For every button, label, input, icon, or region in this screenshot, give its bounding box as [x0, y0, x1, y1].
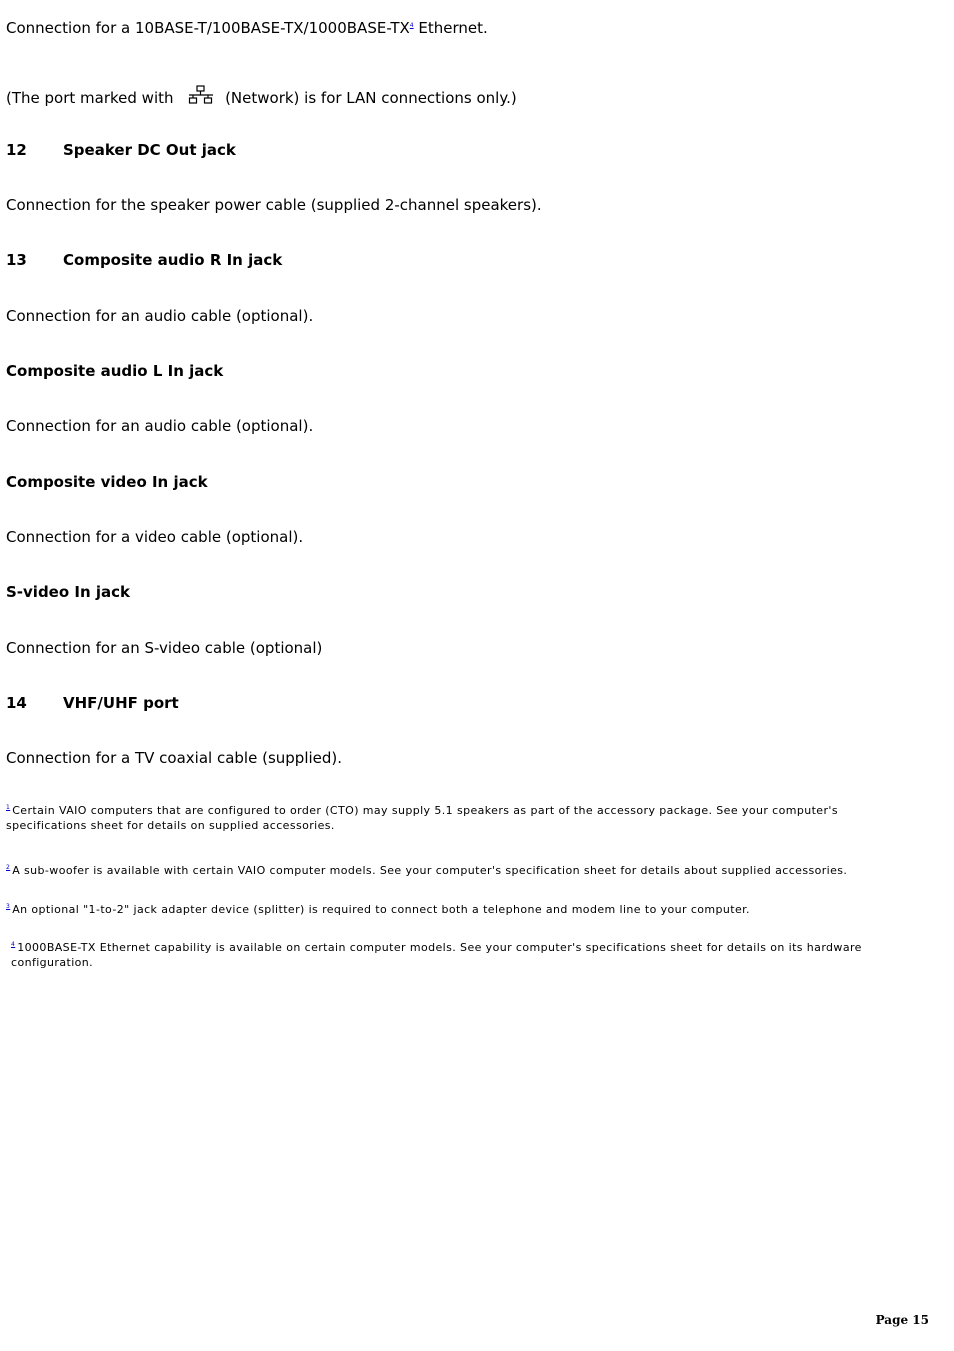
- footnote-link-4[interactable]: 4: [409, 22, 414, 29]
- footnote-1: $^1$ Certain VAIO computers that are configured to order (CTO) may supply 5.1 speakers as part of the accessory package. See your computer's specifications sheet for details on supplied accessories.: [6, 804, 838, 832]
- footnote-mark[interactable]: 2: [6, 864, 11, 872]
- section-heading: S-video In jack: [6, 583, 130, 601]
- section-heading: 12 Speaker DC Out jack: [6, 141, 236, 159]
- page-number: Page 15: [875, 1313, 929, 1327]
- footnote-mark[interactable]: 3: [6, 903, 11, 911]
- section-description: Connection for an S-video cable (optional): [6, 639, 323, 657]
- section-heading: 14 VHF/UHF port: [6, 694, 179, 712]
- section-heading: Composite video In jack: [6, 473, 208, 491]
- section-description: Connection for the speaker power cable (supplied 2-channel speakers).: [6, 196, 542, 214]
- footnote-mark[interactable]: 1: [6, 804, 11, 812]
- section-description: Connection for an audio cable (optional).: [6, 307, 314, 325]
- section-description: Connection for a video cable (optional).: [6, 528, 304, 546]
- footnote-4: $^4$ 1000BASE-TX Ethernet capability is available on certain computer models. See your computer's specifications sheet for details on its hardware configuration.: [11, 941, 862, 969]
- section-heading: 13 Composite audio R In jack: [6, 251, 283, 269]
- footnote-mark[interactable]: 4: [11, 941, 16, 949]
- network-note: (The port marked with (Network) is for LAN connections only.): [6, 85, 517, 107]
- network-icon: [188, 85, 214, 107]
- section-description: Connection for a TV coaxial cable (supplied).: [6, 749, 343, 767]
- footnote-2: $^2$ A sub-woofer is available with certain VAIO computer models. See your computer's specification sheet for details about supplied accessories.: [6, 864, 848, 877]
- footnote-3: $^3$ An optional "1-to-2" jack adapter device (splitter) is required to connect both a telephone and modem line to your computer.: [6, 903, 750, 916]
- ethernet-description: Connection for a 10BASE-T/100BASE-TX/1000BASE-TX$^4$ Ethernet.: [6, 19, 488, 37]
- section-heading: Composite audio L In jack: [6, 362, 224, 380]
- section-description: Connection for an audio cable (optional).: [6, 417, 314, 435]
